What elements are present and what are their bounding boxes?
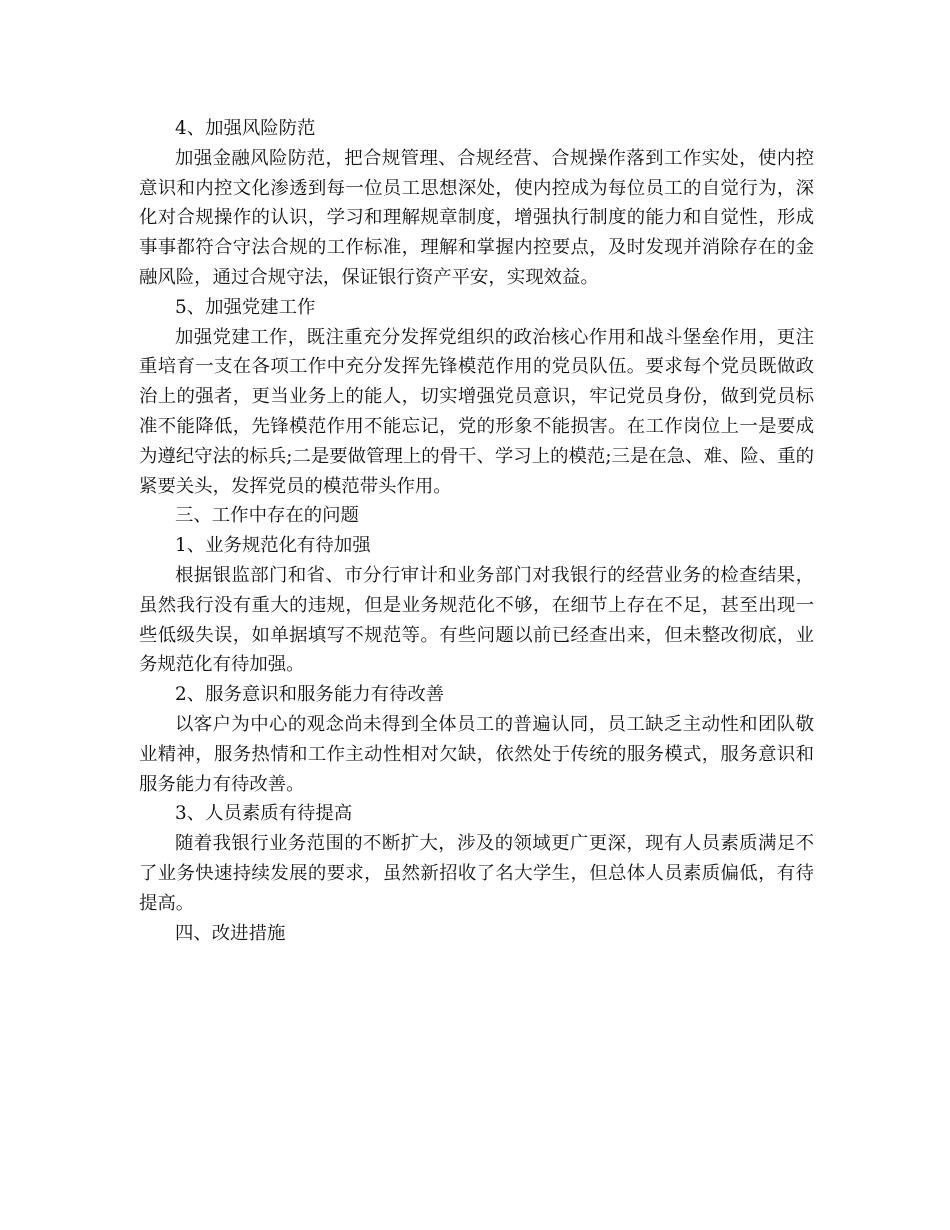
heading-service-awareness: 2、服务意识和服务能力有待改善: [175, 684, 445, 706]
para-risk-prevention: 加强金融风险防范，把合规管理、合规经营、合规操作落到工作实处，使内控意识和内控文化渗透到每一位员工思想深处，使内控成为每位员工的自觉行为，深化对合规操作的认识，学习和理解规章制度，增强执行制度的能力和自觉性，形成事事都符合守法合规的工作标准，理解和掌握内控要点，及时发现并消除存在的金融风险，通过合规守法，保证银行资产平安，实现效益。: [139, 147, 814, 288]
para-business-standardization: 根据银监部门和省、市分行审计和业务部门对我银行的经营业务的检查结果，虽然我行没有重大的违规，但是业务规范化不够，在细节上存在不足，甚至出现一些低级失误，如单据填写不规范等。有些问题以前已经查出来，但未整改彻底，业务规范化有待加强。: [139, 564, 814, 676]
para-service-awareness: 以客户为中心的观念尚未得到全体员工的普遍认同，员工缺乏主动性和团队敬业精神，服务热情和工作主动性相对欠缺，依然处于传统的服务模式，服务意识和服务能力有待改善。: [139, 713, 814, 795]
heading-improvement-measures: 四、改进措施: [175, 922, 286, 944]
heading-problems: 三、工作中存在的问题: [175, 505, 359, 527]
para-party-building: 加强党建工作，既注重充分发挥党组织的政治核心作用和战斗堡垒作用，更注重培育一支在各项工作中充分发挥先锋模范作用的党员队伍。要求每个党员既做政治上的强者，更当业务上的能人，切实增强党员意识，牢记党员身份，做到党员标准不能降低，先锋模范作用不能忘记，党的形象不能损害。在工作岗位上一是要成为遵纪守法的标兵;二是要做管理上的骨干、学习上的模范;三是在急、难、险、重的紧要关头，发挥党员的模范带头作用。: [139, 326, 814, 497]
para-staff-quality: 随着我银行业务范围的不断扩大，涉及的领域更广更深，现有人员素质满足不了业务快速持续发展的要求，虽然新招收了名大学生，但总体人员素质偏低，有待提高。: [139, 833, 814, 914]
heading-party-building: 5、加强党建工作: [175, 296, 316, 318]
document-body: [139, 114, 814, 948]
heading-staff-quality: 3、人员素质有待提高: [175, 803, 353, 825]
heading-business-standardization: 1、业务规范化有待加强: [175, 535, 371, 557]
heading-risk-prevention: 4、加强风险防范: [175, 118, 316, 139]
